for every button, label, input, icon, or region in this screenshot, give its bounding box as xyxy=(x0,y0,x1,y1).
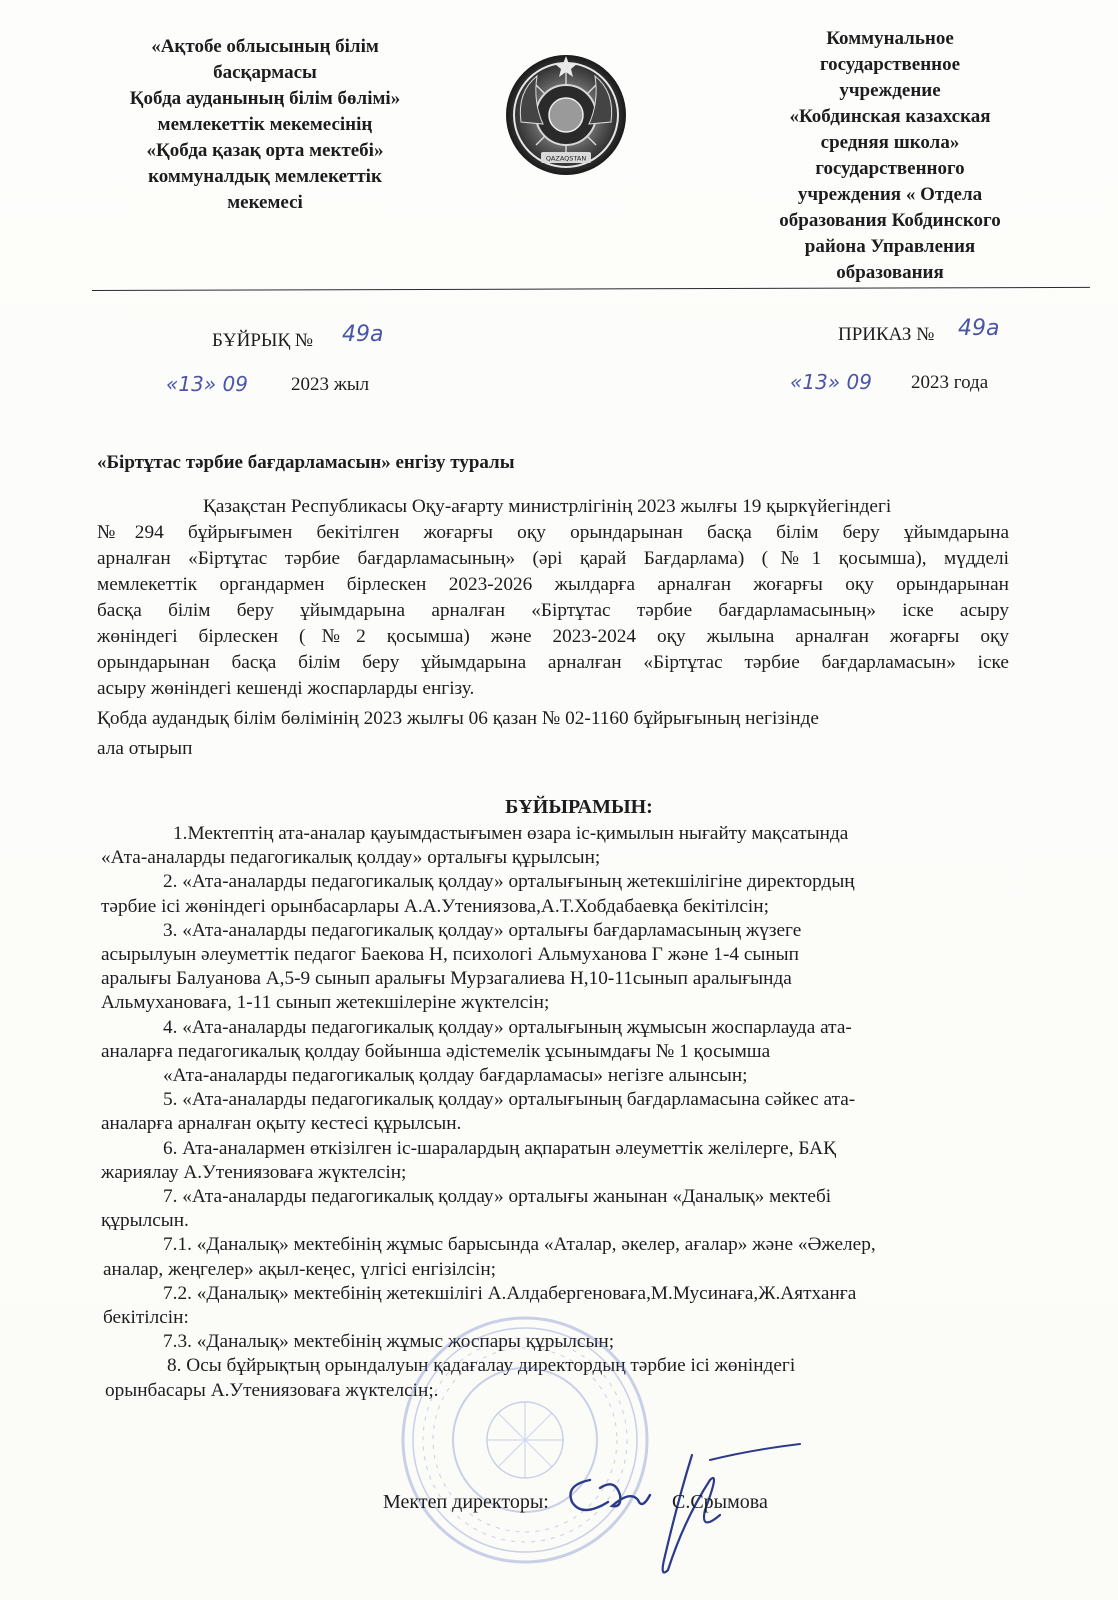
item-line: 7.3. «Даналық» мектебінің жұмыс жоспары құрылсын; xyxy=(163,1331,615,1353)
header-ru-line: средняя школа» xyxy=(820,132,960,153)
item-line: 3. «Ата-аналарды педагогикалық қолдау» орталығы бағдарламасының жүзеге xyxy=(163,919,802,941)
preamble-line: арналған «Біртұтас тәрбие бағдарламасының» (әрі қарай Бағдарлама) (№1 қосымша), мүдделі xyxy=(97,548,1009,569)
item-line: 4. «Ата-аналарды педагогикалық қолдау» орталығының жұмысын жоспарлауда ата- xyxy=(163,1016,852,1038)
item-line: асырылуын әлеуметтік педагог Баекова Н, психологі Альмуханова Г және 1-4 сынып xyxy=(101,944,799,966)
item-line: 8. Осы бұйрықтың орындалуын қадағалау директордың тәрбие ісі жөніндегі xyxy=(167,1355,796,1377)
order-ru-date: «13» 09 xyxy=(790,370,872,394)
order-ru-label: ПРИКАЗ № xyxy=(838,324,935,345)
preamble-line: орындарынан басқа білім беру ұйымдарына арналған «Біртұтас тәрбие бағдарламасын» іске xyxy=(97,652,1009,673)
item-line: 7.2. «Даналық» мектебінің жетекшілігі А.Алдабергеноваға,М.Мусинаға,Ж.Аятханға xyxy=(163,1282,857,1304)
item-line: 1.Мектептің ата-аналар қауымдастығымен өзара іс-қимылын нығайту мақсатында xyxy=(173,823,849,844)
preamble-line: басқа білім беру ұйымдарына арналған «Біртұтас тәрбие бағдарламасының» іске асыру xyxy=(97,600,1009,621)
item-line: Альмухановаға, 1-11 сынып жетекшілеріне жүктелсін; xyxy=(101,992,550,1014)
header-kz-line: мемлекеттік мекемесінің xyxy=(157,114,373,135)
header-ru-line: государственного xyxy=(815,158,965,179)
order-ru-year: 2023 года xyxy=(911,372,989,393)
item-line: аналар, жеңгелер» ақыл-кеңес, үлгісі енгізілсін; xyxy=(103,1258,497,1280)
item-line: 7.1. «Даналық» мектебінің жұмыс барысында «Аталар, әкелер, ағалар» және «Әжелер, xyxy=(163,1234,876,1256)
basis-line: ала отырып xyxy=(97,738,193,759)
item-line: «Ата-аналарды педагогикалық қолдау бағдарламасы» негізге алынсын; xyxy=(163,1065,748,1087)
header-kazakh xyxy=(100,34,430,216)
item-line: 6. Ата-аналармен өткізілген іс-шаралардың ақпаратын әлеуметтік желілерге, БАҚ xyxy=(163,1137,836,1159)
order-kz-number: 49а xyxy=(342,322,384,347)
basis-line: Қобда аудандық білім бөлімінің 2023 жылғы 06 қазан № 02-1160 бұйрығының негізінде xyxy=(97,708,819,729)
order-ru-number: 49а xyxy=(958,316,1000,341)
order-kz-label: БҰЙРЫҚ № xyxy=(212,330,314,351)
preamble-line: мемлекеттік органдармен бірлескен 2023-2026 жылдарға арналған жоғарғы оқу орындарынан xyxy=(97,574,1009,595)
order-kz-date: «13» 09 xyxy=(166,372,248,396)
director-name: С.Срымова xyxy=(672,1491,768,1513)
header-kz-line: басқармасы xyxy=(213,62,317,83)
preamble-line: №294 бұйрығымен бекітілген жоғарғы оқу орындарынан басқа білім беру ұйымдарына xyxy=(97,522,1009,543)
item-line: 2. «Ата-аналарды педагогикалық қолдау» орталығының жетекшілігіне директордың xyxy=(163,871,855,893)
header-kz-line: мекемесі xyxy=(227,192,303,213)
item-line: 5. «Ата-аналарды педагогикалық қолдау» орталығының бағдарламасына сәйкес ата- xyxy=(163,1089,856,1111)
header-russian xyxy=(745,26,1035,286)
preamble xyxy=(97,494,1009,702)
item-line: 7. «Ата-аналарды педагогикалық қолдау» орталығы жанынан «Даналық» мектебі xyxy=(163,1186,832,1208)
director-position: Мектеп директоры: xyxy=(383,1491,549,1513)
preamble-line: Қазақстан Республикасы Оқу-ағарту министрлігінің 2023 жылғы 19 қыркүйегіндегі xyxy=(203,496,892,517)
header-divider xyxy=(92,287,1090,291)
orders-heading: БҰЙЫРАМЫН: xyxy=(505,796,653,818)
item-line: аналарға педагогикалық қолдау бойынша әдістемелік ұсынымдағы № 1 қосымша xyxy=(101,1040,771,1062)
header-ru-line: государственное xyxy=(819,54,961,75)
item-line: бекітілсін: xyxy=(103,1307,189,1329)
kazakhstan-emblem-icon xyxy=(503,52,629,178)
header-kz-line: «Қобда қазақ орта мектебі» xyxy=(146,140,384,161)
basis xyxy=(97,704,1009,764)
header-ru-line: образования xyxy=(836,262,944,283)
item-line: орынбасары А.Утениязоваға жүктелсін;. xyxy=(105,1379,439,1401)
preamble-line: асыру жөніндегі кешенді жоспарларды енгізу. xyxy=(97,678,475,699)
header-ru-line: района Управления xyxy=(804,236,976,257)
item-line: аралығы Балуанова А,5-9 сынып аралығы Мурзагалиева Н,10-11сынып аралығында xyxy=(101,968,792,990)
preamble-line: жөніндегі бірлескен (№2 қосымша) және 2023-2024 оқу жылына арналған жоғарғы оқу xyxy=(97,626,1009,647)
emblem-caption: QAZAQSTAN xyxy=(545,154,587,163)
item-line: «Ата-аналарды педагогикалық қолдау» орталығы құрылсын; xyxy=(101,847,601,869)
header-ru-line: учреждения « Отдела xyxy=(797,184,983,205)
header-ru-line: учреждение xyxy=(839,80,941,101)
item-line: аналарға арналған оқыту кестесі құрылсын. xyxy=(101,1113,462,1135)
document-title: «Біртұтас тәрбие бағдарламасын» енгізу туралы xyxy=(97,452,515,473)
item-line: тәрбие ісі жөніндегі орынбасарлары А.А.Утениязова,А.Т.Хобдабаевқа бекітілсін; xyxy=(101,895,769,917)
header-ru-line: образования Кобдинского xyxy=(779,210,1001,231)
header-kz-line: Қобда ауданының білім бөлімі» xyxy=(129,88,401,109)
item-line: құрылсын. xyxy=(101,1210,189,1232)
header-ru-line: «Кобдинская казахская xyxy=(789,106,991,127)
header-kz-line: коммуналдық мемлекеттік xyxy=(148,166,382,187)
header-kz-line: «Ақтобе облысының білім xyxy=(151,36,379,57)
header-ru-line: Коммунальное xyxy=(826,28,954,49)
item-line: жариялау А.Утениязоваға жүктелсін; xyxy=(101,1161,407,1183)
order-kz-year: 2023 жыл xyxy=(291,374,370,395)
